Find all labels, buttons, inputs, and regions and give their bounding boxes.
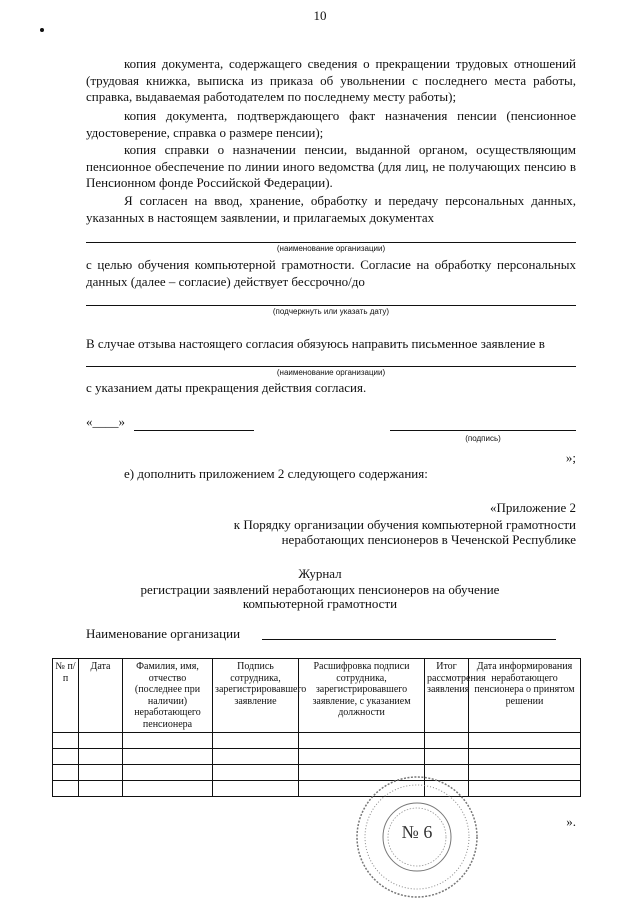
table-row[interactable] [53, 749, 581, 765]
header-signature-transcript: Расшифровка подписи сотрудника, зарегистрировавшего заявление, с указанием должности [299, 659, 425, 733]
signature-caption: (подпись) [465, 434, 501, 443]
organization-line-2[interactable] [86, 366, 576, 367]
date-open-quote: « [86, 414, 93, 429]
signature-line[interactable] [390, 430, 576, 431]
org-name-line[interactable] [262, 639, 556, 640]
margin-dot [40, 28, 44, 32]
end-date-text: с указанием даты прекращения действия согласия. [86, 380, 367, 395]
date-month-line[interactable] [134, 430, 254, 431]
table-row[interactable] [53, 733, 581, 749]
organization-line[interactable] [86, 242, 576, 243]
date-hint-caption: (подчеркнуть или указать дату) [272, 307, 390, 316]
official-stamp [352, 772, 482, 902]
header-date: Дата [79, 659, 123, 733]
date-line[interactable] [86, 305, 576, 306]
intro-paragraph-3: копия справки о назначении пенсии, выданной органом, осуществляющим пенсионное обеспечение по линии иного ведомства (для лиц, не получающих пенсию в Пенсионном фонде Российской Федерации). [86, 142, 576, 190]
intro-paragraph-1: копия документа, содержащего сведения о прекращении трудовых отношений (трудовая книжка, выписка из приказа об увольнении с последнего места работы, справка, выдаваемая работодателем по последнему месту работы); [86, 56, 576, 104]
journal-subtitle-2: компьютерной грамотности [242, 596, 398, 611]
journal-subtitle-1: регистрации заявлений неработающих пенсионеров на обучение [140, 582, 500, 597]
header-number: № п/п [53, 659, 79, 733]
appendix-title: «Приложение 2 [489, 500, 576, 515]
journal-title: Журнал [298, 566, 342, 581]
header-notification-date: Дата информирования неработающего пенсионера о принятом решении [469, 659, 581, 733]
stamp-number: № 6 [401, 822, 433, 842]
date-close-quote: » [118, 414, 125, 429]
table-row[interactable] [53, 781, 581, 797]
organization-caption-2: (наименование организации) [276, 368, 386, 377]
consent-text: с целью обучения компьютерной грамотности. Согласие на обработку персональных данных (далее – согласие) действует бессрочно/до [86, 257, 576, 289]
date-field[interactable] [86, 414, 125, 429]
revocation-text: В случае отзыва настоящего согласия обязуюсь направить письменное заявление в [86, 336, 545, 351]
header-result: Итог рассмотрения заявления [425, 659, 469, 733]
org-name-label: Наименование организации [86, 626, 241, 641]
intro-paragraph-2: копия документа, подтверждающего факт назначения пенсии (пенсионное удостоверение, справка о размере пенсии); [86, 108, 576, 140]
header-employee-signature: Подпись сотрудника, зарегистрировавшего заявление [213, 659, 299, 733]
page-number: 10 [313, 8, 327, 23]
registration-journal-table [52, 658, 581, 797]
item-e-text: е) дополнить приложением 2 следующего содержания: [124, 466, 428, 481]
organization-caption: (наименование организации) [276, 244, 386, 253]
date-day: ____ [92, 414, 119, 429]
table-row[interactable] [53, 765, 581, 781]
appendix-line-2: неработающих пенсионеров в Чеченской Республике [281, 532, 576, 547]
closing-quote-2: ». [566, 814, 576, 829]
table-header-row [53, 659, 581, 733]
header-full-name: Фамилия, имя, отчество (последнее при наличии) неработающего пенсионера [123, 659, 213, 733]
closing-quote-1: »; [565, 450, 576, 465]
intro-paragraph-4: Я согласен на ввод, хранение, обработку и передачу персональных данных, указанных в настоящем заявлении, и прилагаемых документах [86, 193, 576, 225]
appendix-line-1: к Порядку организации обучения компьютерной грамотности [233, 517, 576, 532]
